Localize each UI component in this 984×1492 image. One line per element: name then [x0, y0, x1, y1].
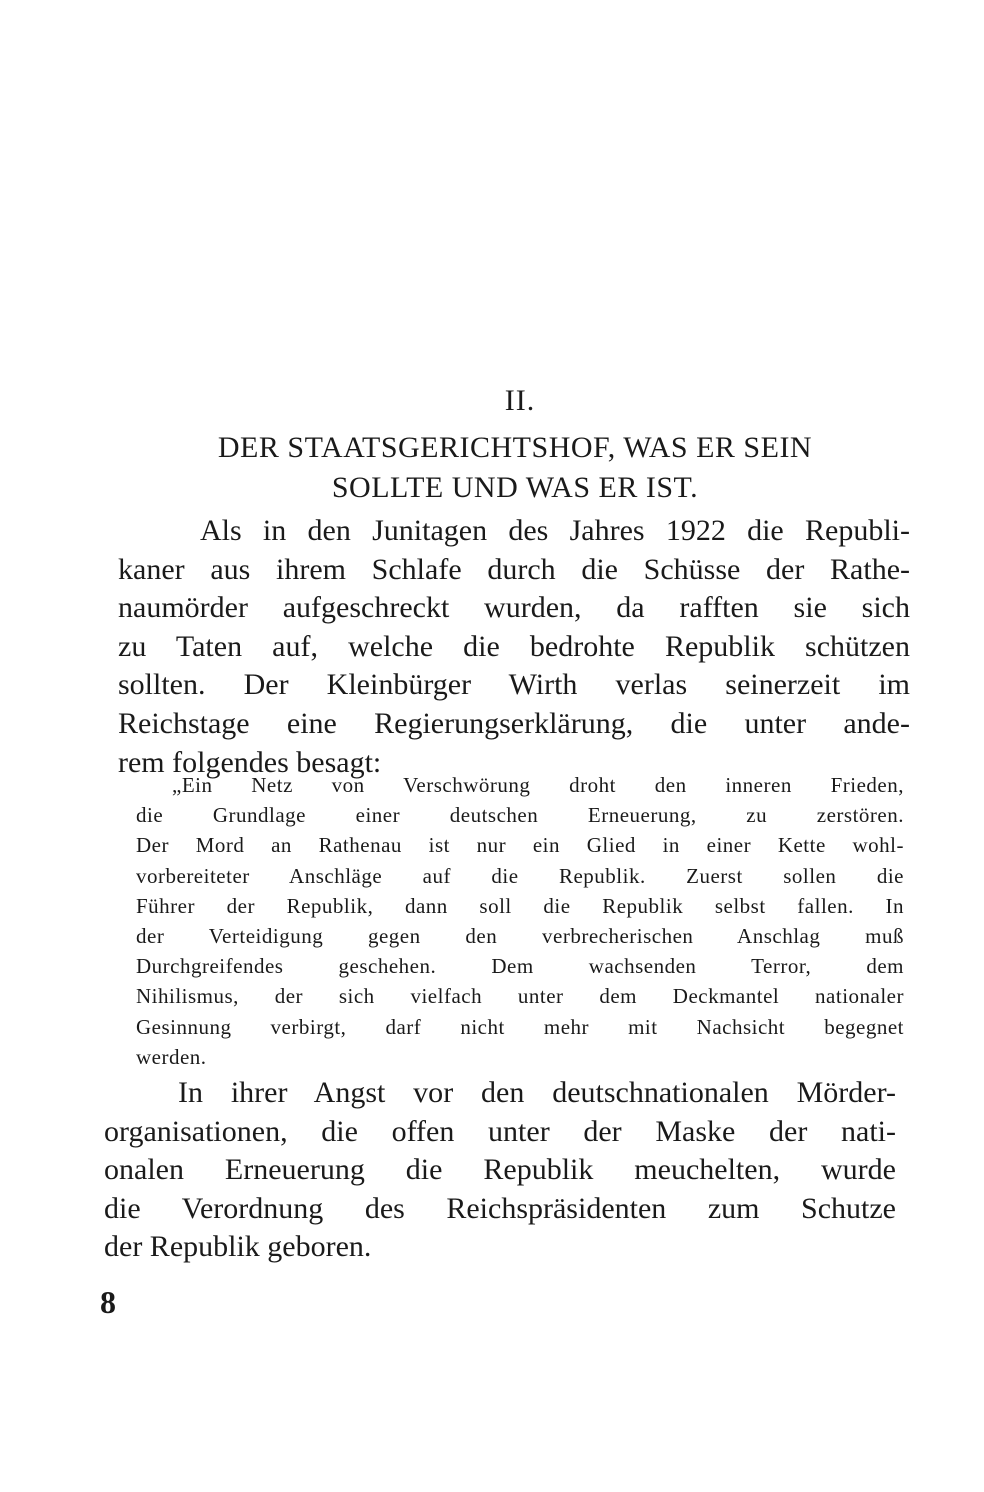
quote-line: „Ein Netz von Verschwörung droht den inneren Frieden,	[172, 773, 904, 797]
paragraph-1	[118, 512, 910, 782]
text-line: der Republik geboren.	[104, 1230, 372, 1264]
quote-line: Gesinnung verbirgt, darf nicht mehr mit Nachsicht begegnet	[136, 1014, 904, 1039]
quote-line: Nihilismus, der sich vielfach unter dem Deckmantel nationaler	[136, 984, 904, 1009]
quote-line: vorbereiteter Anschläge auf die Republik. Zuerst sollen die	[136, 863, 904, 888]
quote-line: die Grundlage einer deutschen Erneuerung, zu zerstören.	[136, 803, 904, 828]
chapter-title-line: DER STAATSGERICHTSHOF, WAS ER SEIN	[217, 431, 813, 464]
chapter-title	[120, 428, 910, 508]
paragraph-2	[104, 1074, 896, 1267]
text-line: Reichstage eine Regierungserklärung, die unter ande-	[118, 706, 910, 740]
quote-line: Durchgreifendes geschehen. Dem wachsenden Terror, dem	[136, 954, 904, 979]
quote-line: werden.	[136, 1044, 207, 1069]
chapter-number: II.	[504, 384, 536, 417]
text-line: sollten. Der Kleinbürger Wirth verlas seinerzeit im	[118, 668, 910, 702]
text-line: die Verordnung des Reichspräsidenten zum Schutze	[104, 1191, 896, 1225]
text-line: rem folgendes besagt:	[118, 745, 382, 779]
quote-line: Der Mord an Rathenau ist nur ein Glied in einer Kette wohl-	[136, 833, 904, 858]
text-line: Als in den Junitagen des Jahres 1922 die Republi-	[200, 514, 910, 547]
chapter-title-line: SOLLTE UND WAS ER IST.	[331, 471, 699, 504]
page-number: 8	[100, 1284, 116, 1320]
block-quote	[136, 770, 904, 1072]
text-line: In ihrer Angst vor den deutschnationalen Mörder-	[178, 1076, 896, 1109]
quote-line: der Verteidigung gegen den verbrecherischen Anschlag muß	[136, 924, 904, 949]
text-line: onalen Erneuerung die Republik meuchelten, wurde	[104, 1153, 896, 1187]
quote-line: Führer der Republik, dann soll die Republik selbst fallen. In	[136, 893, 904, 918]
text-line: organisationen, die offen unter der Maske der nati-	[104, 1114, 896, 1148]
text-line: naumörder aufgeschreckt wurden, da rafften sie sich	[118, 591, 910, 625]
text-line: zu Taten auf, welche die bedrohte Republik schützen	[118, 629, 910, 663]
text-line: kaner aus ihrem Schlafe durch die Schüsse der Rathe-	[118, 552, 910, 586]
